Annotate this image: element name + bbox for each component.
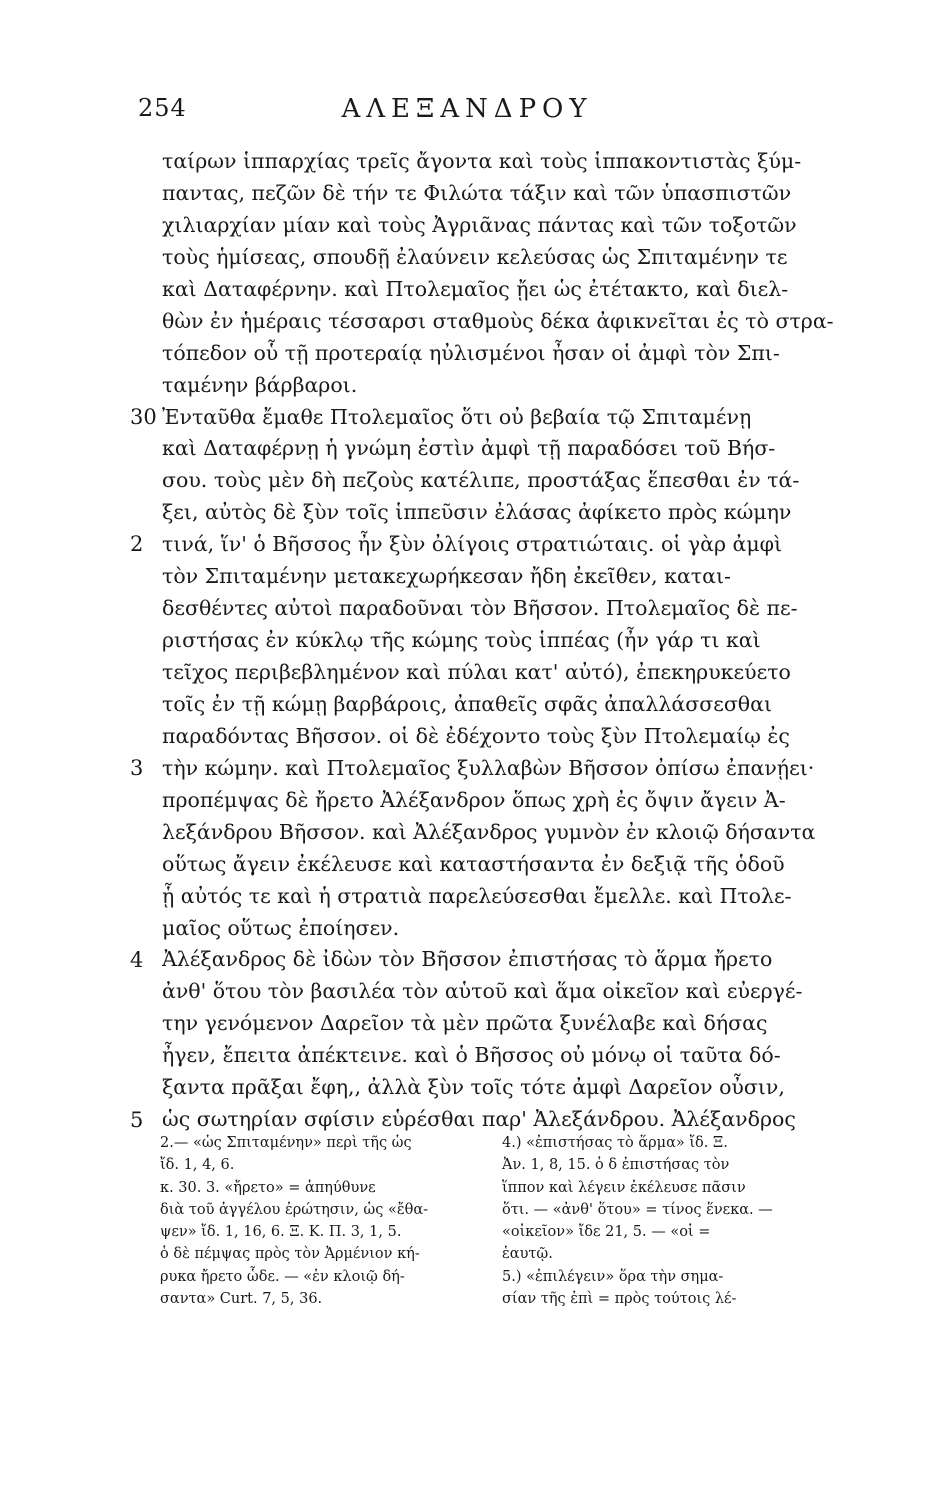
footnote-line: ἵππον καὶ λέγειν ἐκέλευσε πᾶσιν <box>502 1179 746 1196</box>
text-line: τοῖς ἐν τῇ κώμῃ βαρβάροις, ἀπαθεῖς σφᾶς ἀπαλλάσσεσθαι <box>162 691 773 716</box>
text-line: την γενόμενον Δαρεῖον τὰ μὲν πρῶτα ξυνέλαβε καὶ δήσας <box>162 1011 768 1036</box>
footnote-line: 2.— «ὡς Σπιταμένην» περὶ τῆς ὡς <box>160 1135 412 1151</box>
text-line: Ἐνταῦθα ἔμαθε Πτολεμαῖος ὅτι οὐ βεβαία τῷ Σπιταμένῃ <box>162 404 752 429</box>
footnote-line: 5.) «ἐπιλέγειν» ὅρα τὴν σημα- <box>502 1268 724 1285</box>
running-title: ΑΛΕΞΑΝΔΡΟΥ <box>341 94 593 124</box>
footnote-line: ἴδ. 1, 4, 6. <box>160 1157 235 1174</box>
section-number: 2 <box>130 532 144 557</box>
text-line: Ἀλέξανδρος δὲ ἰδὼν τὸν Βῆσσον ἐπιστήσας τὸ ἅρμα ἤρετο <box>162 947 773 972</box>
text-line: τόπεδον οὗ τῇ προτεραίᾳ ηὐλισμένοι ἦσαν οἱ ἀμφὶ τὸν Σπι- <box>162 340 780 365</box>
text-line: ταίρων ἱππαρχίας τρεῖς ἄγοντα καὶ τοὺς ἱππακοντιστὰς ξύμ- <box>162 149 802 173</box>
footnote-line: ψεν» ἴδ. 1, 16, 6. Ξ. Κ. Π. 3, 1, 5. <box>160 1224 402 1241</box>
text-line: δεσθέντες αὐτοὶ παραδοῦναι τὸν Βῆσσον. Πτολεμαῖος δὲ πε- <box>162 596 798 621</box>
main-text <box>130 146 842 1136</box>
text-line: παραδόντας Βῆσσον. οἱ δὲ ἐδέχοντο τοὺς ξὺν Πτολεμαίῳ ἐς <box>162 723 790 748</box>
text-line: θὼν ἐν ἡμέραις τέσσαρσι σταθμοὺς δέκα ἀφικνεῖται ἐς τὸ στρα- <box>162 308 834 333</box>
text-line: ὡς σωτηρίαν σφίσιν εὑρέσθαι παρ' Ἀλεξάνδρου. Ἀλέξανδρος <box>162 1107 796 1132</box>
text-line: ᾗ αὐτός τε καὶ ἡ στρατιὰ παρελεύσεσθαι ἔμελλε. καὶ Πτολε- <box>162 883 792 908</box>
section-number: 5 <box>130 1107 144 1132</box>
text-line: ξει, αὐτὸς δὲ ξὺν τοῖς ἱππεῦσιν ἐλάσας ἀφίκετο πρὸς κώμην <box>162 500 792 525</box>
text-line: μαῖος οὕτως ἐποίησεν. <box>162 915 400 940</box>
text-line: ριστήσας ἐν κύκλῳ τῆς κώμης τοὺς ἱππέας (ἦν γάρ τι καὶ <box>162 628 761 653</box>
text-line: ἀνθ' ὅτου τὸν βασιλέα τὸν αὑτοῦ καὶ ἅμα οἰκεῖον καὶ εὐεργέ- <box>162 979 803 1004</box>
footnote-line: σαντα» Curt. 7, 5, 36. <box>160 1291 323 1308</box>
section-number: 4 <box>130 947 144 972</box>
footnote-line: 4.) «ἐπιστήσας τὸ ἅρμα» ἴδ. Ξ. <box>502 1135 728 1151</box>
text-line: προπέμψας δὲ ἤρετο Ἀλέξανδρον ὅπως χρὴ ἐς ὄψιν ἄγειν Ἀ- <box>162 787 786 812</box>
text-line: καὶ Δαταφέρνῃ ἡ γνώμη ἐστὶν ἀμφὶ τῇ παραδόσει τοῦ Βήσ- <box>162 436 776 461</box>
footnote-line: Ἀν. 1, 8, 15. ὁ δ ἐπιστήσας τὸν <box>502 1157 730 1174</box>
text-line: λεξάνδρου Βῆσσον. καὶ Ἀλέξανδρος γυμνὸν ἐν κλοιῷ δήσαντα <box>162 819 816 844</box>
text-line: σου. τοὺς μὲν δὴ πεζοὺς κατέλιπε, προστάξας ἕπεσθαι ἐν τά- <box>162 468 800 493</box>
text-line: τοὺς ἡμίσεας, σπουδῇ ἐλαύνειν κελεύσας ὡς Σπιταμένην τε <box>162 244 788 269</box>
section-number: 30 <box>130 404 157 429</box>
section-number: 3 <box>130 756 144 781</box>
footnotes-left-column <box>160 1132 500 1310</box>
text-line: καὶ Δαταφέρνην. καὶ Πτολεμαῖος ᾔει ὡς ἐτέτακτο, καὶ διελ- <box>162 276 789 301</box>
text-line: ἦγεν, ἔπειτα ἀπέκτεινε. καὶ ὁ Βῆσσος οὐ μόνῳ οἱ ταῦτα δό- <box>162 1043 781 1068</box>
text-line: τὸν Σπιταμένην μετακεχωρήκεσαν ἤδη ἐκεῖθεν, καται- <box>162 564 731 589</box>
footnote-line: σίαν τῆς ἐπὶ = πρὸς τούτοις λέ- <box>502 1291 737 1308</box>
text-line: χιλιαρχίαν μίαν καὶ τοὺς Ἀγριᾶνας πάντας καὶ τῶν τοξοτῶν <box>162 212 797 237</box>
footnote-line: ὁ δὲ πέμψας πρὸς τὸν Ἀρμένιον κή- <box>160 1246 420 1263</box>
text-line: τινά, ἵν' ὁ Βῆσσος ἦν ξὺν ὀλίγοις στρατιώταις. οἱ γὰρ ἀμφὶ <box>162 532 783 557</box>
text-line: τὴν κώμην. καὶ Πτολεμαῖος ξυλλαβὼν Βῆσσον ὀπίσω ἐπανῄει· <box>162 755 815 780</box>
text-line: τεῖχος περιβεβλημένον καὶ πύλαι κατ' αὐτό), ἐπεκηρυκεύετο <box>162 660 791 684</box>
footnote-line: ρυκα ἤρετο ὧδε. — «ἐν κλοιῷ δή- <box>160 1268 405 1285</box>
footnote-line: ὅτι. — «ἀνθ' ὅτου» = τίνος ἕνεκα. — <box>502 1201 773 1218</box>
page-number: 254 <box>138 94 187 122</box>
footnote-line: κ. 30. 3. «ἤρετο» = ἀπηύθυνε <box>160 1179 376 1196</box>
text-line: ταμένην βάρβαροι. <box>162 372 358 397</box>
footnotes-right-column <box>502 1132 842 1310</box>
footnote-line: «οἰκεῖον» ἴδε 21, 5. — «οἱ = <box>502 1224 711 1241</box>
footnote-line: διὰ τοῦ ἀγγέλου ἐρώτησιν, ὡς «ἔθα- <box>160 1201 429 1218</box>
text-line: παντας, πεζῶν δὲ τήν τε Φιλώτα τάξιν καὶ τῶν ὑπασπιστῶν <box>162 180 792 205</box>
text-line: ξαντα πρᾶξαι ἔφη,, ἀλλὰ ξὺν τοῖς τότε ἀμφὶ Δαρεῖον οὖσιν, <box>162 1075 785 1100</box>
footnote-line: ἑαυτῷ. <box>502 1246 553 1263</box>
text-line: οὕτως ἄγειν ἐκέλευσε καὶ καταστήσαντα ἐν δεξιᾷ τῆς ὁδοῦ <box>162 851 785 876</box>
